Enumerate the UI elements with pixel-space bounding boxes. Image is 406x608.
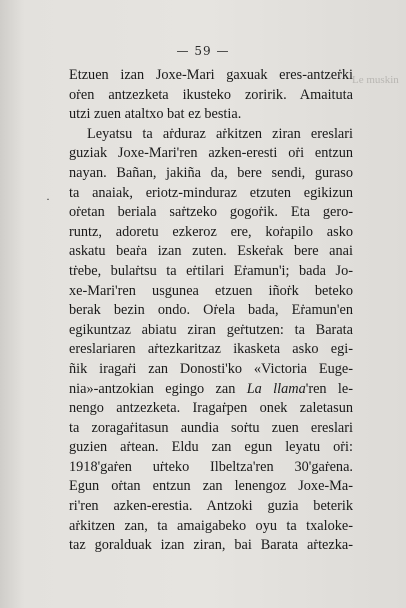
page-number: — 59 — bbox=[176, 44, 230, 58]
text-line: utzi zuen ataltxo bat ez bestia. bbox=[69, 106, 242, 123]
text-line: nia»-antzokian egingo zan La llama'ren le- bbox=[69, 380, 353, 397]
text-line: xe-Mari'ren usgunea etzuen iñoṙk beteko bbox=[69, 282, 353, 299]
text-line: guziak Joxe-Mari'ren azken-eresti oṙi entzun bbox=[69, 145, 353, 162]
text-line: oṙetan beriala saṙtzeko gogoṙik. Eta gero- bbox=[69, 204, 353, 221]
text-line: runtz, adoretu ezkeroz ere, koṙapilo asko bbox=[69, 223, 353, 240]
text-line: askatu beaṙa izan zuten. Eskeṙak bere anai bbox=[69, 243, 353, 260]
text-line: Etzuen izan Joxe-Mari gaxuak eres-antzeṙki bbox=[69, 67, 353, 83]
margin-mark: · bbox=[46, 192, 50, 206]
bleed-through-text: Le muskin bbox=[352, 74, 399, 86]
text-line: nayan. Bañan, jakiña da, bere sendi, guraso bbox=[69, 164, 353, 181]
text-line: ri'ren azken-erestia. Antzoki guzia beterik bbox=[69, 498, 353, 515]
text-line: oṙen antzezketa ikusteko zoririk. Amaituta bbox=[69, 86, 353, 103]
text-line: egikuntzaz abiatu ziran geṙtutzen: ta Barata bbox=[69, 321, 353, 338]
text-line: nengo antzezketa. Iragaṙpen onek zaletasun bbox=[69, 400, 353, 417]
text-line: taz goralduak izan ziran, bai Barata aṙtezka- bbox=[69, 537, 353, 554]
text-line: ñik iragaṙi zan Donosti'ko «Victoria Euge- bbox=[69, 360, 353, 377]
text-line: guzien aṙtean. Eldu zan egun leyatu oṙi: bbox=[69, 439, 353, 456]
text-line: ta zoragaṙitasun aundia soṙtu zuen ereslari bbox=[69, 419, 353, 436]
text-line: tṙebe, bulaṙtsu ta eṙtilari Eṙamun'i; bada Jo- bbox=[69, 262, 353, 279]
text-line: Egun oṙtan entzun zan lenengoz Joxe-Ma- bbox=[69, 478, 353, 495]
body-text bbox=[69, 66, 353, 556]
text-line: Leyatsu ta aṙduraz aṙkitzen ziran ereslari bbox=[87, 125, 353, 142]
text-line: aṙkitzen zan, ta amaigabeko oyu ta txaloke- bbox=[69, 517, 353, 534]
text-line: 1918'gaṙen uṙteko Ilbeltza'ren 30'gaṙena. bbox=[69, 458, 353, 475]
text-line: ereslariaren aṙtezkaritzaz ikasketa asko egi- bbox=[69, 341, 353, 358]
text-line: ta anaiak, eriotz-minduraz etzuten egikizun bbox=[69, 184, 353, 201]
italic-title: La llama bbox=[246, 380, 306, 397]
text-line: berak bezin ondo. Oṙela bada, Eṙamun'en bbox=[69, 302, 353, 319]
